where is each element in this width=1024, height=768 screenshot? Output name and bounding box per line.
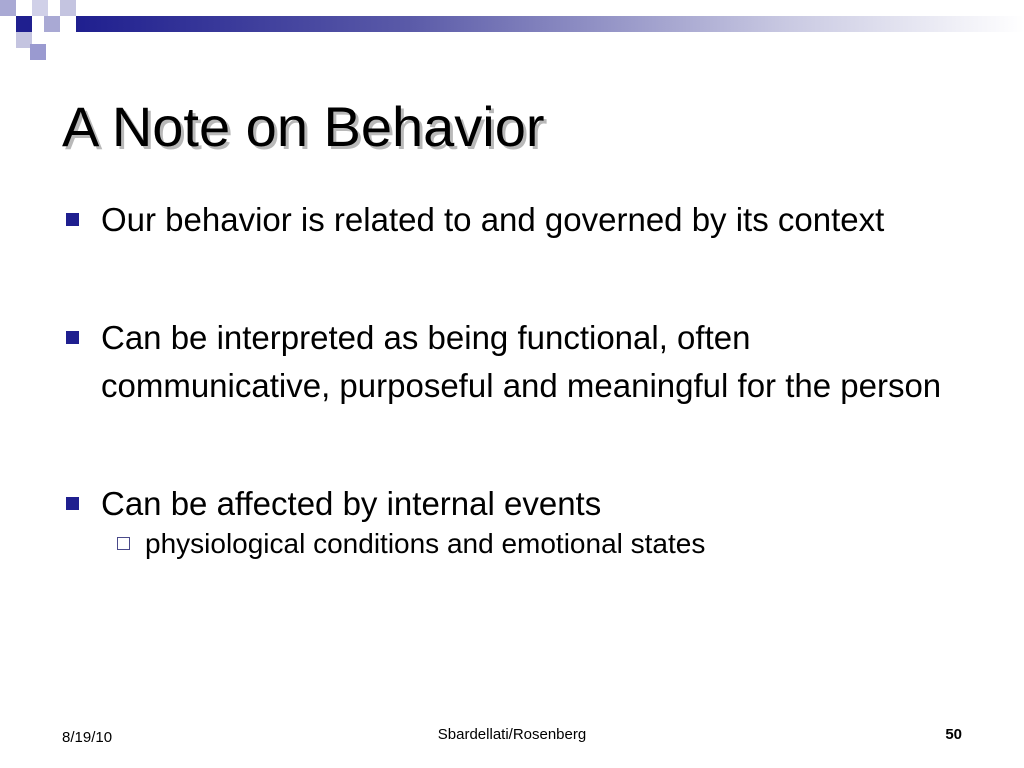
square-bullet-icon bbox=[66, 213, 79, 226]
square-bullet-icon bbox=[66, 497, 79, 510]
hollow-square-bullet-icon bbox=[117, 537, 130, 550]
bullet-list bbox=[64, 196, 964, 564]
bullet-text: Can be interpreted as being functional, often communicative, purposeful and meaningful for the person bbox=[101, 319, 942, 404]
sub-bullet-text: physiological conditions and emotional states bbox=[145, 528, 706, 559]
page-number: 50 bbox=[945, 726, 962, 743]
deco-square bbox=[60, 0, 76, 16]
footer-date: 8/19/10 bbox=[62, 729, 113, 746]
slide-title: A Note on Behavior bbox=[62, 95, 545, 158]
header-decoration bbox=[0, 0, 1024, 70]
bullet-text: Can be affected by internal events bbox=[101, 485, 602, 522]
sub-bullet-list bbox=[101, 524, 964, 564]
bullet-item bbox=[64, 196, 964, 244]
footer-author: Sbardellati/Rosenberg bbox=[437, 726, 587, 743]
bullet-item bbox=[64, 480, 964, 564]
sub-bullet-item bbox=[101, 524, 964, 564]
header-gradient-bar bbox=[76, 16, 1024, 32]
square-bullet-icon bbox=[66, 331, 79, 344]
bullet-text: Our behavior is related to and governed by its context bbox=[101, 201, 885, 238]
deco-square bbox=[32, 0, 48, 16]
deco-square bbox=[0, 0, 16, 16]
bullet-item bbox=[64, 314, 964, 410]
deco-square bbox=[16, 16, 32, 32]
deco-square bbox=[30, 44, 46, 60]
deco-square bbox=[44, 16, 60, 32]
